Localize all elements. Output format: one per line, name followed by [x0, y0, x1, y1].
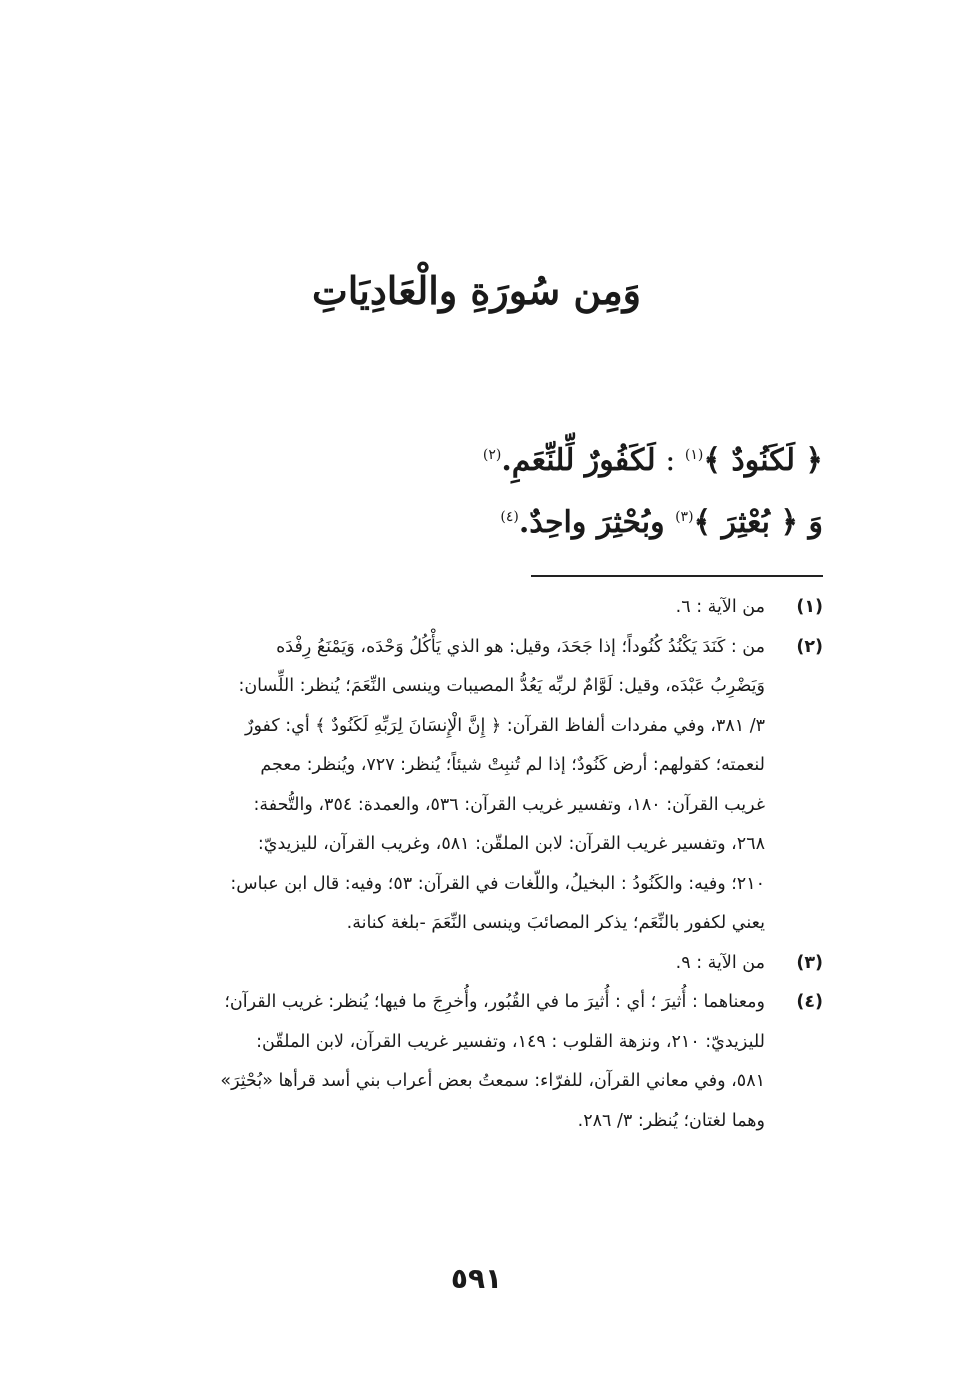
quranic-word: بُعْثِرَ — [721, 505, 771, 540]
footnote-number: (٣) — [796, 952, 823, 973]
main-entries — [123, 430, 823, 554]
footnote-line: من : كَنَدَ يَكْنُدُ كُنُوداً؛ إذا جَحَدَ، وقيل: هو الذي يَأْكُلُ وَحْدَه، وَيَمْنَعُ رِفْدَه — [276, 636, 765, 657]
quranic-word: لَكَنُودٌ — [731, 443, 795, 478]
footnote-ref: (٤) — [500, 509, 519, 525]
conjunction-prefix: وَ — [808, 505, 823, 540]
footnote-line: من الآية : ٩. — [675, 952, 765, 973]
footnote-divider — [531, 575, 823, 577]
ornate-bracket-open: ﴿ — [805, 443, 823, 478]
footnote-line: وَيَضْرِبُ عَبْدَه، وقيل: لَوَّامٌ لربِّه يَعُدُّ المصيبات وينسى النِّعَمَ؛ يُنظر: اللِّسان: — [238, 676, 765, 696]
surah-title: وَمِن سُورَةِ والْعَادِيَاتِ — [311, 268, 642, 313]
footnote-1 — [127, 588, 823, 628]
footnote-line: لليزيديّ: ٢١٠، ونزهة القلوب : ١٤٩، وتفسير غريب القرآن، لابن الملقّن: — [256, 1031, 765, 1052]
footnotes — [127, 588, 823, 1141]
entry-kanud — [123, 430, 823, 492]
footnote-line: غريب القرآن: ١٨٠، وتفسير غريب القرآن: ٥٣٦، والعمدة: ٣٥٤، والتُّحفة: — [253, 794, 765, 815]
ornate-bracket-open: ﴿ — [780, 505, 799, 540]
footnote-2 — [127, 628, 823, 944]
footnote-number: (١) — [796, 597, 823, 617]
footnote-number: (٤) — [796, 992, 823, 1012]
ornate-bracket-close: ﴾ — [693, 505, 712, 540]
page-number: ٥٩١ — [450, 1262, 503, 1295]
gloss: لَكَفُورٌ لِّلنِّعَمِ. — [501, 443, 656, 478]
footnote-line: ٥٨١، وفي معاني القرآن، للفرّاء: سمعتُ بعض أعراب بني أسد قرأها «بُحْثِرَ» — [220, 1071, 765, 1091]
footnote-3 — [127, 944, 823, 984]
footnote-line: يعني لكفور بالنِّعَم؛ يذكر المصائبَ وينسى النِّعَمَ -بلغة كنانة. — [346, 913, 765, 933]
entry-buthira — [123, 492, 823, 554]
footnote-ref: (١) — [684, 447, 704, 463]
gloss: وبُحْثِرَ واحِدٌ. — [518, 505, 665, 540]
footnote-line: ٢٦٨، وتفسير غريب القرآن: لابن الملقّن: ٥٨١، وغريب القرآن، لليزيديّ: — [257, 834, 765, 854]
footnote-number: (٢) — [796, 636, 823, 657]
separator: : — [655, 443, 685, 478]
ornate-bracket-close: ﴾ — [703, 443, 721, 478]
footnote-line: وهما لغتان؛ يُنظر: ٣/ ٢٨٦. — [577, 1110, 765, 1131]
footnote-4 — [127, 983, 823, 1141]
footnote-line: ٣/ ٣٨١، وفي مفردات ألفاظ القرآن: ﴿ إِنَّ الْإِنسَانَ لِرَبِّهِ لَكَنُودٌ ﴾ أي: كفورٌ — [245, 715, 765, 736]
footnote-ref: (٢) — [482, 447, 502, 463]
footnote-line: ومعناهما : أُثيرَ ؛ أي : أُثيرَ ما في القُبُور، وأُخرِجَ ما فيها؛ يُنظر: غريب القرآن؛ — [224, 992, 765, 1012]
footnote-line: من الآية : ٦. — [675, 597, 765, 617]
footnote-ref: (٣) — [675, 509, 694, 525]
footnote-line: لنعمته؛ كقولهم: أرض كَنُودٌ؛ إذا لم تُنبِتْ شيئاً؛ يُنظر: ٧٢٧، ويُنظر: معجم — [260, 755, 765, 775]
footnote-line: ٢١٠؛ وفيه: والكَنُودُ : البخيلُ، واللّغات في القرآن: ٥٣؛ وفيه: قال ابن عباس: — [230, 873, 765, 894]
